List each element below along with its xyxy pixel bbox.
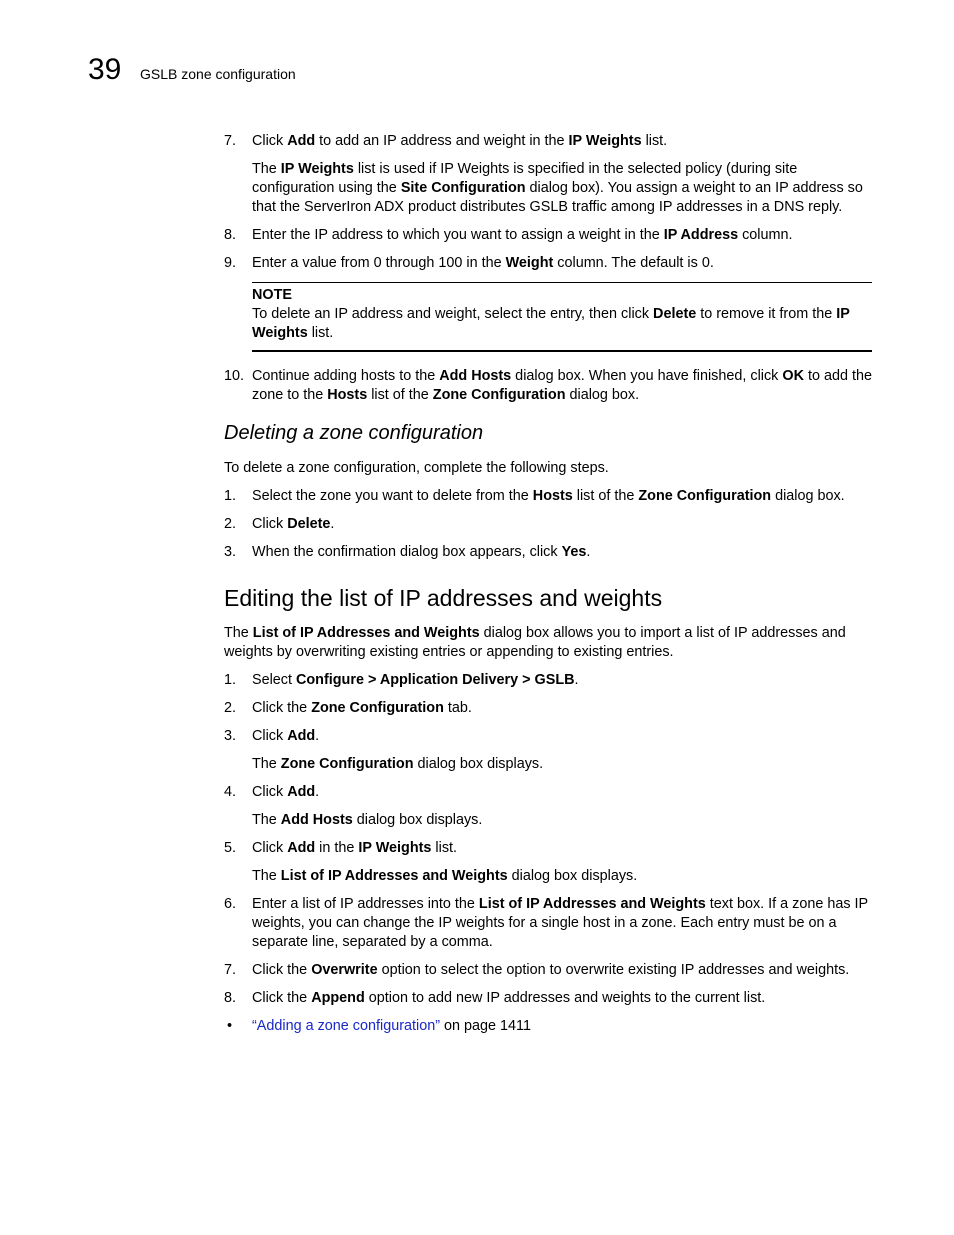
text-run: Click — [252, 840, 288, 856]
ui-term: IP Weights — [568, 133, 642, 149]
text-run: When the confirmation dialog box appears, click — [252, 544, 562, 560]
text-run: Click the — [252, 700, 312, 716]
text-run: list is used if IP Weights is specified in the selected policy (during site configuration using the — [252, 161, 798, 196]
text-run: column. — [738, 227, 793, 243]
text-run: list of the — [572, 488, 639, 504]
steps-list — [224, 671, 872, 1008]
text-run: dialog box displays. — [352, 812, 483, 828]
ui-term: Hosts — [532, 488, 573, 504]
ui-term: List of IP Addresses and Weights — [280, 868, 508, 884]
text-run: Click the — [252, 962, 312, 978]
text-run: dialog box). You assign a weight to an IP address so that the ServerIron ADX product distributes GSLB traffic among IP addresses in a DNS reply. — [252, 180, 863, 215]
ui-term: Zone Configuration — [311, 700, 444, 716]
text-run: to add the zone to the — [252, 368, 872, 403]
text-run: To delete an IP address and weight, select the entry, then click — [252, 306, 654, 322]
text-run: option to select the option to overwrite existing IP addresses and weights. — [377, 962, 850, 978]
steps-list — [224, 487, 872, 562]
text-run: Enter a value from 0 through 100 in the — [252, 255, 506, 271]
text-run: to add an IP address and weight in the — [315, 133, 569, 149]
step-item — [224, 367, 872, 405]
text-run: list. — [641, 133, 668, 149]
ui-term: IP Address — [663, 227, 739, 243]
ui-term: Yes — [561, 544, 587, 560]
ui-term: Site Configuration — [400, 180, 526, 196]
steps-list — [224, 226, 872, 273]
ui-term: Zone Configuration — [432, 387, 566, 403]
section-intro — [224, 624, 872, 662]
ui-term: Add Hosts — [439, 368, 512, 384]
note-box — [252, 282, 872, 352]
xref-page: on page 1411 — [440, 1018, 531, 1034]
text-run: to remove it from the — [696, 306, 837, 322]
step-item — [224, 989, 872, 1008]
text-run: Click — [252, 728, 288, 744]
text-run: dialog box displays. — [507, 868, 638, 884]
steps-list — [224, 132, 872, 151]
ui-term: Delete — [287, 516, 331, 532]
page-content — [224, 132, 872, 1036]
step-item — [224, 487, 872, 506]
step-number: 6. — [224, 896, 237, 912]
step-number: 8. — [224, 227, 237, 243]
text-run: Continue adding hosts to the — [252, 368, 440, 384]
ui-term: List of IP Addresses and Weights — [478, 896, 706, 912]
ui-term: IP Weights — [280, 161, 354, 177]
step-number: 3. — [224, 728, 237, 744]
text-run: . — [586, 544, 591, 560]
section-heading-edit: Editing the list of IP addresses and weights — [224, 585, 663, 611]
text-run: dialog box. — [565, 387, 640, 403]
text-run: list of the — [367, 387, 433, 403]
step-number: 9. — [224, 255, 237, 271]
text-run: Enter the IP address to which you want to assign a weight in the — [252, 227, 664, 243]
step-detail — [224, 755, 872, 774]
chapter-number: 39 — [88, 53, 122, 86]
step-number: 4. — [224, 784, 237, 800]
text-run: dialog box allows you to import a list of IP addresses and weights by overwriting existing entries or appending to existing entries. — [224, 625, 846, 660]
step-number: 5. — [224, 840, 237, 856]
ui-term: Zone Configuration — [280, 756, 414, 772]
xref-link[interactable]: “Adding a zone configuration” — [252, 1018, 440, 1034]
ui-term: Configure > Application Delivery > GSLB — [296, 672, 575, 688]
step-number: 8. — [224, 990, 237, 1006]
step-detail — [224, 811, 872, 830]
text-run: . — [330, 516, 335, 532]
step-number: 7. — [224, 133, 237, 149]
ui-term: List of IP Addresses and Weights — [252, 625, 480, 641]
note-label: NOTE — [252, 287, 292, 303]
ui-term: Zone Configuration — [638, 488, 772, 504]
step-item — [224, 783, 872, 802]
step-item — [224, 254, 872, 273]
step-item — [224, 961, 872, 980]
ui-term: Add — [287, 728, 316, 744]
text-run: list. — [307, 325, 334, 341]
ui-term: Weight — [505, 255, 554, 271]
step-item — [224, 543, 872, 562]
chapter-title: GSLB zone configuration — [140, 66, 296, 82]
text-run: tab. — [443, 700, 472, 716]
ui-term: Overwrite — [311, 962, 378, 978]
text-run: option to add new IP addresses and weights to the current list. — [364, 990, 766, 1006]
step-number: 10. — [224, 368, 245, 384]
text-run: The — [252, 161, 281, 177]
step-number: 1. — [224, 488, 237, 504]
ui-term: Add Hosts — [280, 812, 353, 828]
step-item — [224, 132, 872, 151]
step-item — [224, 839, 872, 858]
text-run: The — [252, 812, 281, 828]
text-run: Click — [252, 516, 288, 532]
step-item — [224, 515, 872, 534]
text-run: . — [315, 784, 320, 800]
ui-term: IP Weights — [358, 840, 432, 856]
ui-term: Append — [311, 990, 365, 1006]
text-run: Click the — [252, 990, 312, 1006]
step-detail — [224, 867, 872, 886]
ui-term: Add — [287, 784, 316, 800]
text-run: Select the zone you want to delete from the — [252, 488, 533, 504]
step-number: 2. — [224, 516, 237, 532]
section-heading-delete: Deleting a zone configuration — [224, 422, 484, 444]
text-run: Select — [252, 672, 296, 688]
step-item — [224, 699, 872, 718]
step-item — [224, 727, 872, 746]
step-number: 2. — [224, 700, 237, 716]
step-number: 3. — [224, 544, 237, 560]
text-run: Click — [252, 133, 288, 149]
ui-term: Delete — [653, 306, 697, 322]
text-run: list. — [431, 840, 458, 856]
related-link-item — [224, 1017, 872, 1036]
text-run: column. The default is 0. — [553, 255, 714, 271]
step-number: 1. — [224, 672, 237, 688]
note-text — [252, 305, 872, 343]
text-run: dialog box. — [771, 488, 845, 504]
text-run: . — [574, 672, 579, 688]
text-run: text box. If a zone has IP weights, you can change the IP weights for a single host in a zone. Each entry must be on a separate line, separated by a comma. — [252, 896, 868, 950]
text-run: The — [224, 625, 253, 641]
step-item — [224, 895, 872, 952]
text-run: in the — [315, 840, 359, 856]
section-intro: To delete a zone configuration, complete the following steps. — [224, 460, 609, 476]
text-run: The — [252, 756, 281, 772]
ui-term: Add — [287, 133, 316, 149]
text-run: . — [315, 728, 320, 744]
ui-term: OK — [782, 368, 804, 384]
steps-list — [224, 367, 872, 405]
ui-term: IP Weights — [252, 306, 850, 341]
ui-term: Hosts — [327, 387, 368, 403]
step-item — [224, 671, 872, 690]
text-run: Click — [252, 784, 288, 800]
text-run: The — [252, 868, 281, 884]
ui-term: Add — [287, 840, 316, 856]
text-run: dialog box. When you have finished, click — [511, 368, 783, 384]
text-run: Enter a list of IP addresses into the — [252, 896, 479, 912]
bullet-icon: • — [227, 1018, 233, 1034]
step-detail — [224, 160, 872, 217]
text-run: dialog box displays. — [413, 756, 544, 772]
step-number: 7. — [224, 962, 237, 978]
step-item — [224, 226, 872, 245]
